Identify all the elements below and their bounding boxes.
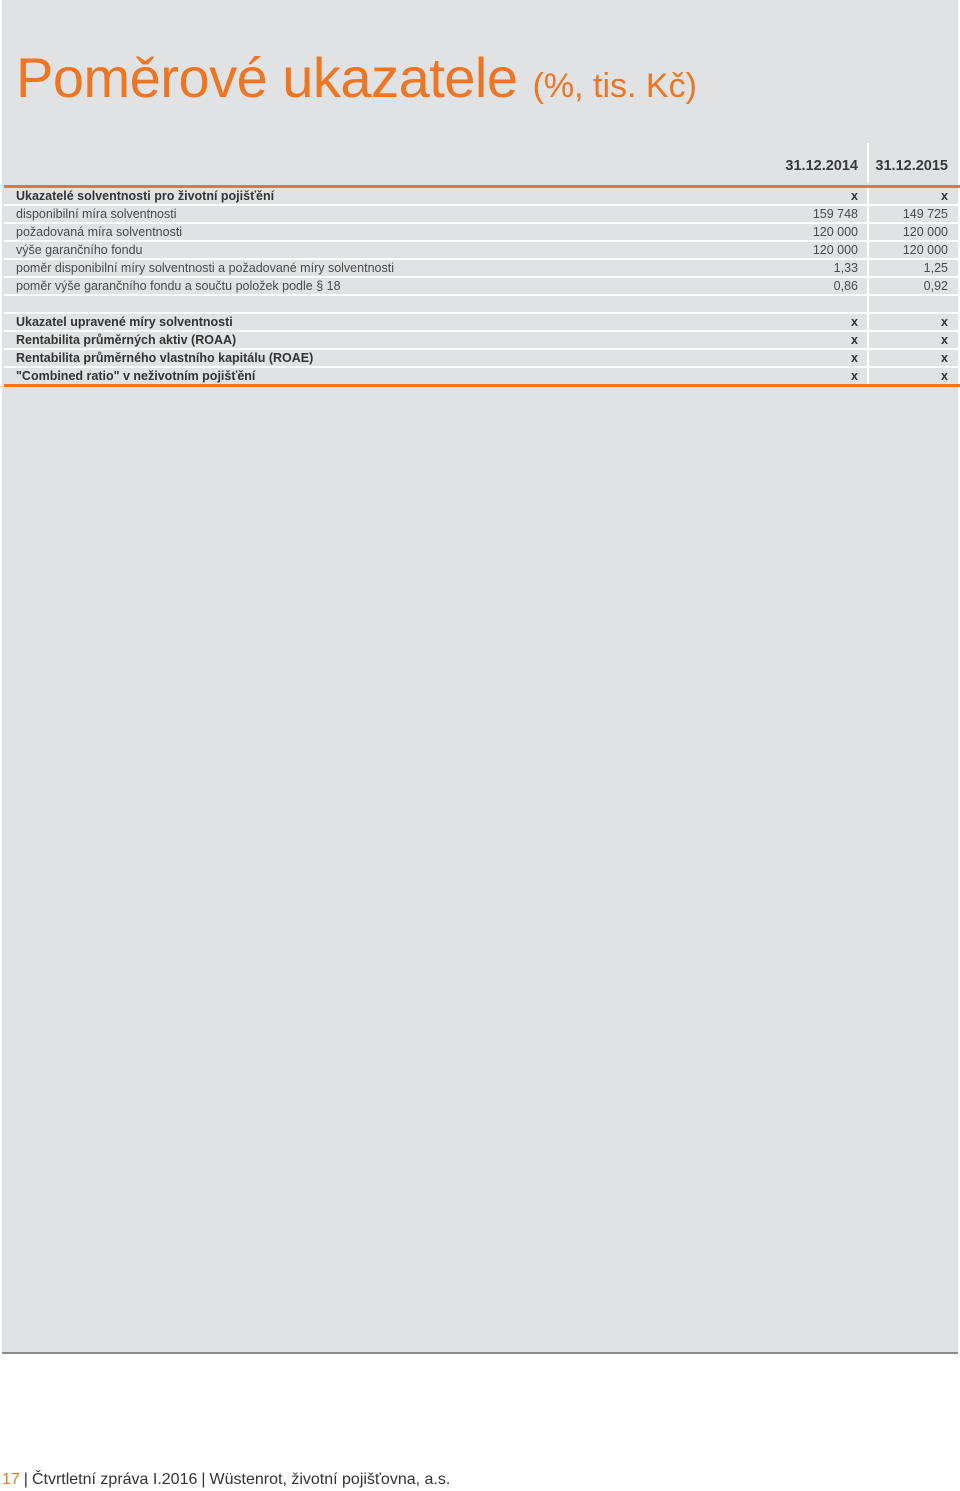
row-label: "Combined ratio" v neživotním pojišťění [16,369,256,383]
value-2014: x [851,315,858,329]
table-row [4,242,960,260]
value-2015: 120 000 [902,243,948,257]
value-2015: 0,92 [923,279,948,293]
column-divider [867,314,869,330]
value-2015: 1,25 [923,261,948,275]
value-2014: 159 748 [812,207,858,221]
column-divider [867,278,869,294]
report-name: Čtvrtletní zpráva I.2016 [31,1471,198,1488]
value-2015: x [941,369,948,383]
value-2014: x [851,369,858,383]
title-main: Poměrové ukazatele [16,46,518,109]
column-header-2014: 31.12.2014 [785,158,858,174]
row-label: disponibilní míra solventnosti [16,207,177,221]
row-label: Rentabilita průměrných aktiv (ROAA) [16,333,237,347]
table-spacer [4,296,960,314]
footer-divider: | [23,1471,28,1488]
column-divider [867,224,869,240]
page-title [16,46,697,109]
table-row [4,332,960,350]
value-2015: x [941,351,948,365]
row-label: poměr disponibilní míry solventnosti a požadované míry solventnosti [16,261,394,275]
footer-divider: | [201,1471,206,1488]
value-2015: x [941,315,948,329]
value-2014: 120 000 [812,225,858,239]
page-footer [2,1471,450,1489]
column-divider [867,332,869,348]
value-2014: x [851,351,858,365]
column-divider [867,260,869,276]
row-label: Rentabilita průměrného vlastního kapitálu (ROAE) [16,351,314,365]
column-divider [867,350,869,366]
table-row [4,206,960,224]
row-label: Ukazatel upravené míry solventnosti [16,315,233,329]
ratio-table [4,185,960,387]
page-number: 17 [2,1471,20,1488]
value-2015: 120 000 [902,225,948,239]
table-bottom-rule [4,384,960,387]
content-panel [2,0,958,1354]
table-row [4,350,960,368]
row-label: poměr výše garančního fondu a součtu položek podle § 18 [16,279,341,293]
value-2015: x [941,333,948,347]
table-row [4,278,960,296]
row-label: výše garančního fondu [16,243,143,257]
value-2015: x [941,189,948,203]
title-unit: (%, tis. Kč) [532,67,697,105]
company-name: Wüstenrot, životní pojišťovna, a.s. [209,1471,451,1488]
value-2015: 149 725 [902,207,948,221]
column-header-2015: 31.12.2015 [875,158,948,174]
column-divider [867,206,869,222]
value-2014: 120 000 [812,243,858,257]
value-2014: x [851,333,858,347]
column-divider [867,242,869,258]
table-row [4,260,960,278]
table-row [4,224,960,242]
table-row [4,368,960,384]
value-2014: 0,86 [833,279,858,293]
column-divider [867,368,869,384]
table-row [4,314,960,332]
value-2014: 1,33 [833,261,858,275]
column-divider [867,188,869,204]
column-divider [867,296,869,312]
table-row [4,188,960,206]
row-label: požadovaná míra solventnosti [16,225,183,239]
value-2014: x [851,189,858,203]
row-label: Ukazatelé solventnosti pro životní pojišťění [16,189,275,203]
